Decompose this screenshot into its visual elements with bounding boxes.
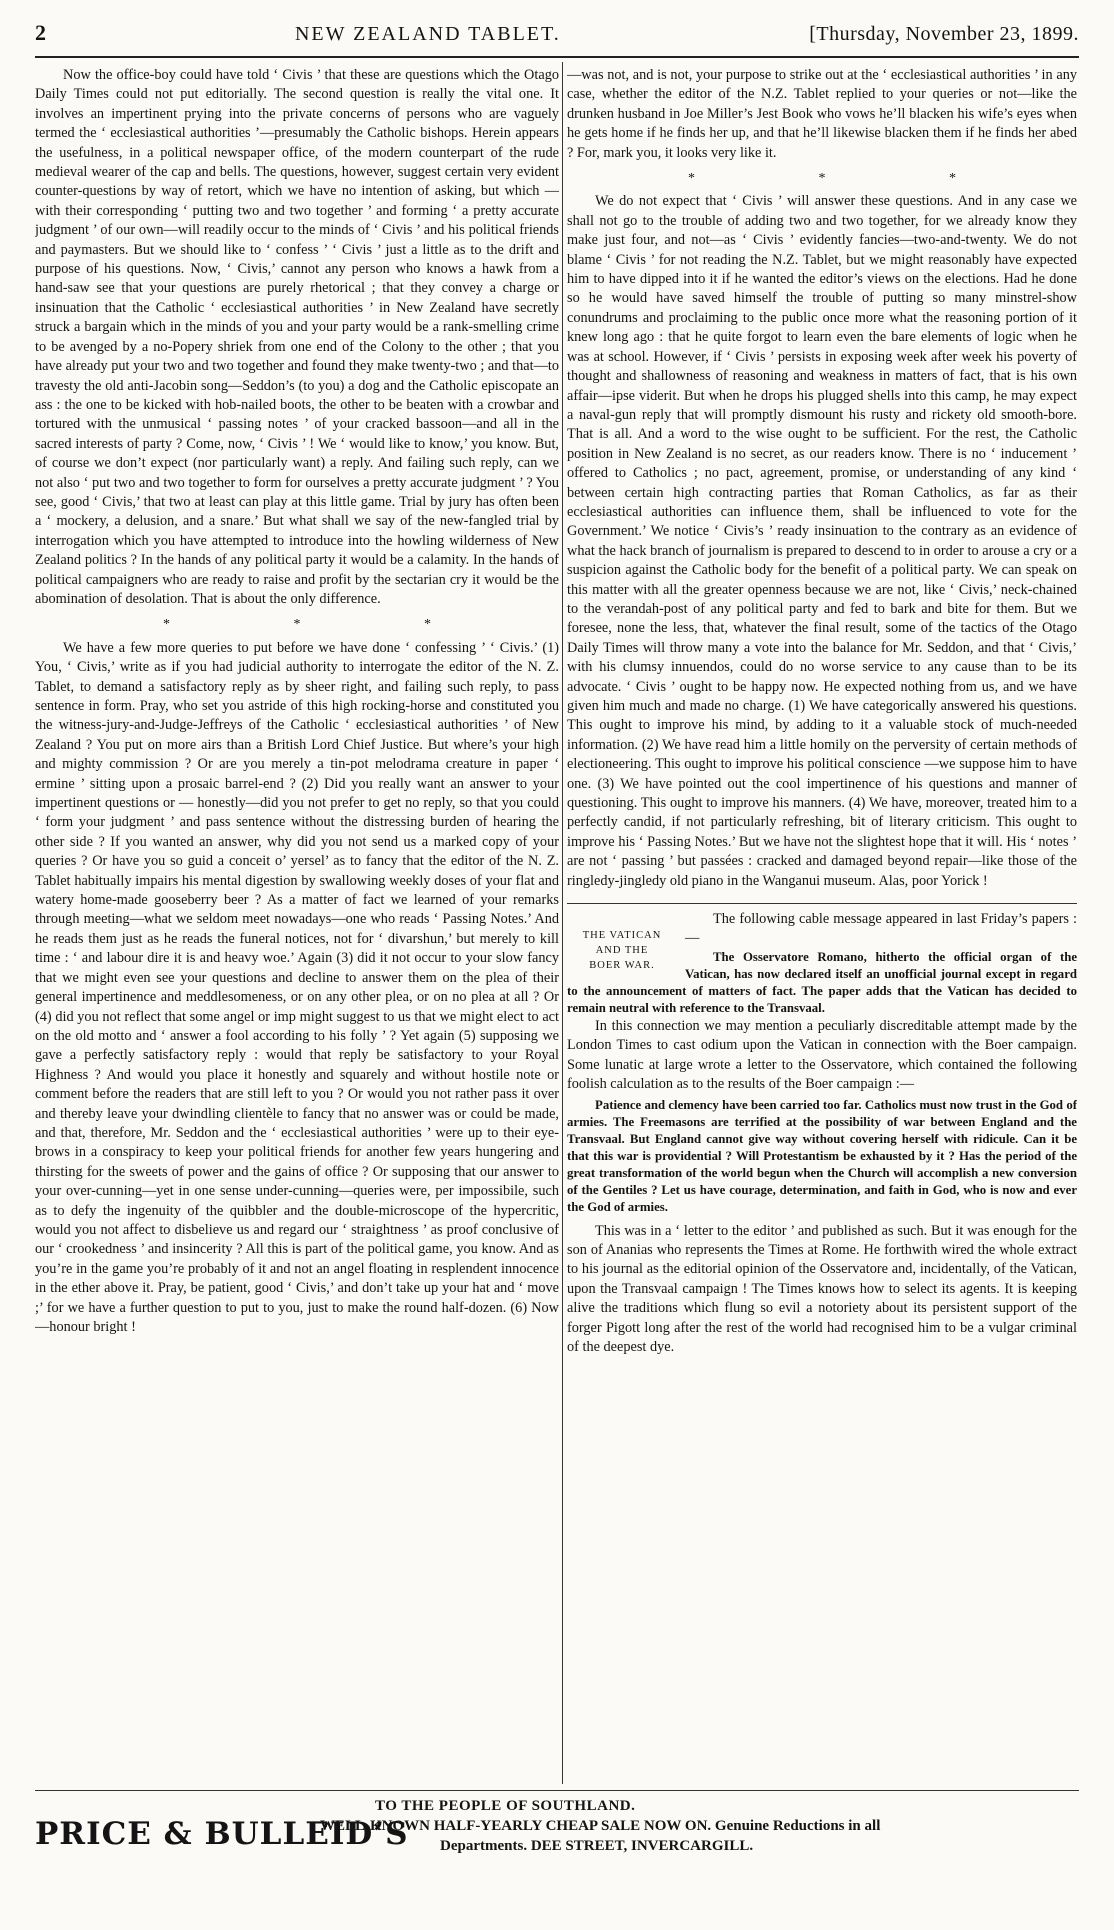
section-break-stars: * * * <box>688 171 1016 187</box>
quoted-letter <box>567 1097 1077 1216</box>
left-paragraph-2: We have a few more queries to put before we have done ‘ confessing ’ ‘ Civis.’ (1) You, ‘ Civis,’ write as if you had judicial authority to interrogate the editor of the N. Z. Tablet, to demand a satisfactory reply as by sheer right, and failing such reply, to pass sentence in form. Pray, who set you astride of this high rocking-horse and constituted you the witness-jury-and-Judge-Jeffreys of the Catholic ‘ ecclesiastical authorities ’ of New Zealand ? You put on more airs than a British Lord Chief Justice. But where’s your high and mighty commission ? Or are you merely a tin-pot melodrama creature in paper ‘ ermine ’ sitting upon a prosaic barrel-end ? (2) Did you really want an answer to your impertinent questions or — honestly—did you not prefer to get no reply, so that you could ‘ form your judgment ’ and pass sentence without the distressing burden of hearing the other side ? If you wanted an answer, why did you not send us a marked copy of your queries ? Or have you so guid a conceit o’ yersel’ as to fancy that the editor of the N. Z. Tablet habitually impairs his mental digestion by swallowing weekly doses of your flat and watery home-made gooseberry beer ? As a matter of fact we learned of your remarks through meeting—what we seldom meet nowadays—one who reads ‘ Passing Notes.’ And he reads them just as he reads the funeral notices, not for ‘ divarshun,’ but merely to kill time : ‘ and labour dire it is and heavy woe.’ Again (3) did it not occur to your slow fancy that we might even see your questions and decline to answer them on the plea of their general impertinence and meddlesomeness, or on any other plea, or on no plea at all ? Or (4) did you not reflect that some angel or imp might suggest to us that we might elect to act on the old motto and ‘ answer a fool according to his folly ’ ? Yet again (5) supposing we gave a perfectly satisfactory reply : would that reply be satisfactory to your Royal Highness ? And would you place it honestly and squarely and without hostile note or comment before the readers that are still left to you ? Or would you not rather pass it over and thereby leave your dwindling clientèle to fancy that no answer was or could be made, and that, therefore, Mr. Seddon and the ‘ ecclesiastical authorities ’ were up to their eye-brows in a conspiracy to keep your political friends for another few years hungering and thirsting for the sweets of power and the gains of office ? Or supposing that our answer to your over-cunning—yet in one sense under-cunning—queries were, per impossibile, such as to defy the ingenuity of the quibbler and the double-microscope of the hypercritic, would you not affect to disbelieve us and regard our ‘ straightness ’ as proof conclusive of our ‘ crookedness ’ and insincerity ? All this is part of the political game, you know. And as you’re in the game you’re probably of it and not an angel floating in resplendent innocence in the ether above it. Pray, be patient, good ‘ Civis,’ and don’t take up your hat and ‘ move ;’ for we have a further question to put to you, just to make the round half-dozen. (6) Now—honour bright ! <box>35 639 559 1335</box>
column-divider <box>562 62 563 1784</box>
side-heading-line: THE VATICAN <box>582 930 662 942</box>
advert-line: WELL-KNOWN HALF-YEARLY CHEAP SALE NOW ON. Genuine Reductions in all <box>320 1818 881 1834</box>
section-break-stars: * * * <box>163 617 491 633</box>
quoted-letter-text: Patience and clemency have been carried too far. Catholics must now trust in the God of armies. The Freemasons are terrified at the possibility of war between England and the Transvaal. But England cannot give way without covering herself with ridicule. Can it be that this war is providential ? Will Protestantism be exhausted by it ? Has the period of the great transformation of the world begun when the Church will accomplish a new conversion of the Gentiles ? Let us have courage, determination, and faith in God, who is now and ever the God of armies. <box>567 1097 1077 1214</box>
newspaper-title: NEW ZEALAND TABLET. <box>294 23 561 45</box>
advertisement <box>35 1798 1079 1898</box>
section-rule <box>567 895 1077 904</box>
issue-date: [Thursday, November 23, 1899. <box>809 23 1079 45</box>
page-number: 2 <box>35 20 47 45</box>
advert-address: Departments. DEE STREET, INVERCARGILL. <box>440 1838 754 1854</box>
cable-intro: The following cable message appeared in last Friday’s papers :— <box>685 911 1077 947</box>
cable-text: The Osservatore Romano, hitherto the official organ of the Vatican, has now declared itself an unofficial journal except in regard to the announcement of matters of fact. The paper adds that the Vatican has decided to remain neutral with reference to the Transvaal. <box>567 949 1077 1015</box>
right-paragraph-4: In this connection we may mention a peculiarly discreditable attempt made by the London Times to cast odium upon the Vatican in connection with the Boer campaign. Some lunatic at large wrote a letter to the Osservatore, which contained the following foolish calculation as to the results of the Boer campaign :— <box>567 1017 1077 1093</box>
right-paragraph-5: This was in a ‘ letter to the editor ’ and published as such. But it was enough for the son of Ananias who represents the Times at Rome. He forthwith wired the whole extract to his journal as the editorial opinion of the Osservatore and, incidentally, of the Vatican, upon the Transvaal campaign ! The Times knows how to select its agents. It is keeping alive the traditions which flung so evil a notoriety about its persistent support of the forger Pigott long after the rest of the world had recognised him to be a vulgar criminal of the deepest dye. <box>567 1222 1077 1355</box>
masthead <box>35 20 1079 58</box>
advert-headline: TO THE PEOPLE OF SOUTHLAND. <box>375 1798 636 1814</box>
side-heading <box>567 928 677 973</box>
right-paragraph-1: —was not, and is not, your purpose to strike out at the ‘ ecclesiastical authorities ’ in any case, whether the editor of the N.Z. Tablet replied to your queries or not—like the drunken husband in Joe Miller’s Jest Book who vows he’ll blacken his wife’s eyes when he gets home if he finds her up, and that he’ll likewise blacken them if he finds her abed ? For, mark you, it looks very like it. <box>567 67 1077 161</box>
advert-rule <box>35 1790 1079 1791</box>
advert-brand: PRICE & BULLEID’S <box>35 1816 409 1852</box>
right-column <box>567 66 1077 1781</box>
right-paragraph-2: We do not expect that ‘ Civis ’ will answer these questions. And in any case we shall not go to the trouble of adding two and two together, for we already know they make just four, and not—as ‘ Civis ’ evidently fancies—two-and-twenty. We do not blame ‘ Civis ’ for not reading the N.Z. Tablet, but we might reasonably have expected him to have dipped into it if he wanted the editor’s views on the elections. Had he done so he would have saved himself the trouble of putting so many minstrel-show conundrums and proclaiming to the public once more what the reasoning portion of it knew long ago : that he quite forgot to learn even the bare elements of logic when he was at school. However, if ‘ Civis ’ persists in exposing week after week his poverty of thought and shallowness of reasoning and weakness in matters of fact, that is his own affair—ipse viderit. But when he drops his plugged shells into this camp, he may expect a naval-gun reply that will promptly dismount his rusty and rickety old smooth-bore. That is all. And a word to the wise ought to be sufficient. For the rest, the Catholic position in New Zealand is no secret, as our readers know. There is no ‘ inducement ’ offered to Catholics ; no pact, agreement, promise, or understanding of any kind ‘ between certain high contracting parties that Roman Catholics, as far as their ecclesiastical authorities can influence them, shall be influenced to vote for the Government.’ We notice ‘ Civis’s ’ ready insinuation to the contrary as an evidence of what the hack branch of journalism is prepared to descend to in order to arouse a cry or a suspicion against the Catholic body for the benefit of a political party. We can speak on this matter with all the greater openness because we are not, like ‘ Civis,’ neck-chained to the verandah-post of any political party and fed to bark and bite for them. But we foresee, none the less, that, whatever the final result, some of the tactics of the Otago Daily Times will throw many a vote into the balance for Mr. Seddon, and that ‘ Civis,’ with his clumsy innuendos, could do no worse service to any cause than to be its advocate. ‘ Civis ’ ought to be happy now. He expected nothing from us, and we have given him much and made no charge. (1) We have categorically answered his questions. This ought to improve his mind, by adding to it a valuable stock of much-needed information. (2) We have read him a little homily on the perversity of certain methods of electioneering. This ought to improve his political conscience —we suppose him to have one. (3) We have pointed out the cool impertinence of his questions and manner of questioning. This ought to improve his manners. (4) We have, moreover, treated him to a perfectly candid, if not particularly refreshing, bit of literary criticism. This ought to improve his ‘ Passing Notes.’ But we have not the slightest hope that it will. His ‘ notes ’ are not ‘ passing ’ but passées : cracked and damaged beyond repair—like those of the ringledy-jingledy old piano in the Wanganui museum. Alas, poor Yorick ! <box>567 193 1077 889</box>
left-column <box>35 66 559 1781</box>
side-heading-line: AND THE <box>595 945 649 957</box>
side-heading-line: BOER WAR. <box>589 960 655 972</box>
left-paragraph-1: Now the office-boy could have told ‘ Civis ’ that these are questions which the Otago Daily Times could not put editorially. The second question is really the vital one. It involves an impertinent prying into the private concerns of persons who are vaguely termed the ‘ ecclesiastical authorities ’—presumably the Catholic bishops. Herein appears the usefulness, in a political newspaper office, of the modern counterpart of the rude medieval wearer of the cap and bells. The questions, however, suggest certain very evident counter-questions by way of retort, which we have no intention of asking, but which —with their corresponding ‘ putting two and two together ’ and forming ‘ a pretty accurate judgment ’ of our own—will readily occur to the minds of ‘ Civis ’ and his political friends and paymasters. But we should like to ‘ confess ’ ‘ Civis ’ just a little as to the drift and purpose of his questions. Now, ‘ Civis,’ cannot any person who knows a hawk from a hand-saw see that your questions are purely rhetorical ; that they convey a charge or insinuation that the Catholic ‘ ecclesiastical authorities ’ in New Zealand have secretly struck a bargain which in the minds of you and your party would be a rank-smelling crime to be avenged by a no-Popery shriek from one end of the Colony to the other ; that you have already put your two and two together and found they make twenty-two ; and that—to travesty the old anti-Jacobin song—Seddon’s (to you) a dog and the Catholic episcopate an ass : the one to be kicked with hob-nailed boots, the other to be beaten with a crowbar and tortured with the unmusical ‘ passing notes ’ of your cracked bassoon—and all in the sacred interests of party ? Come, now, ‘ Civis ’ ! We ‘ would like to know,’ you know. But, of course we don’t expect (nor particularly want) a reply. And failing such reply, can we not also ‘ put two and two together to form for ourselves a pretty accurate judgment ’ ? You see, good ‘ Civis,’ that two at least can play at this little game. Trial by jury has often been a ‘ mockery, a delusion, and a snare.’ But what shall we say of the new-fangled trial by interrogation which you have attempted to introduce into the howling wilderness of New Zealand politics ? In the hands of any political party it would be a calamity. In the hands of political campaigners who are ready to raise and profit by the sectarian cry it would be the abomination of desolation. That is about the only difference. <box>35 67 559 607</box>
